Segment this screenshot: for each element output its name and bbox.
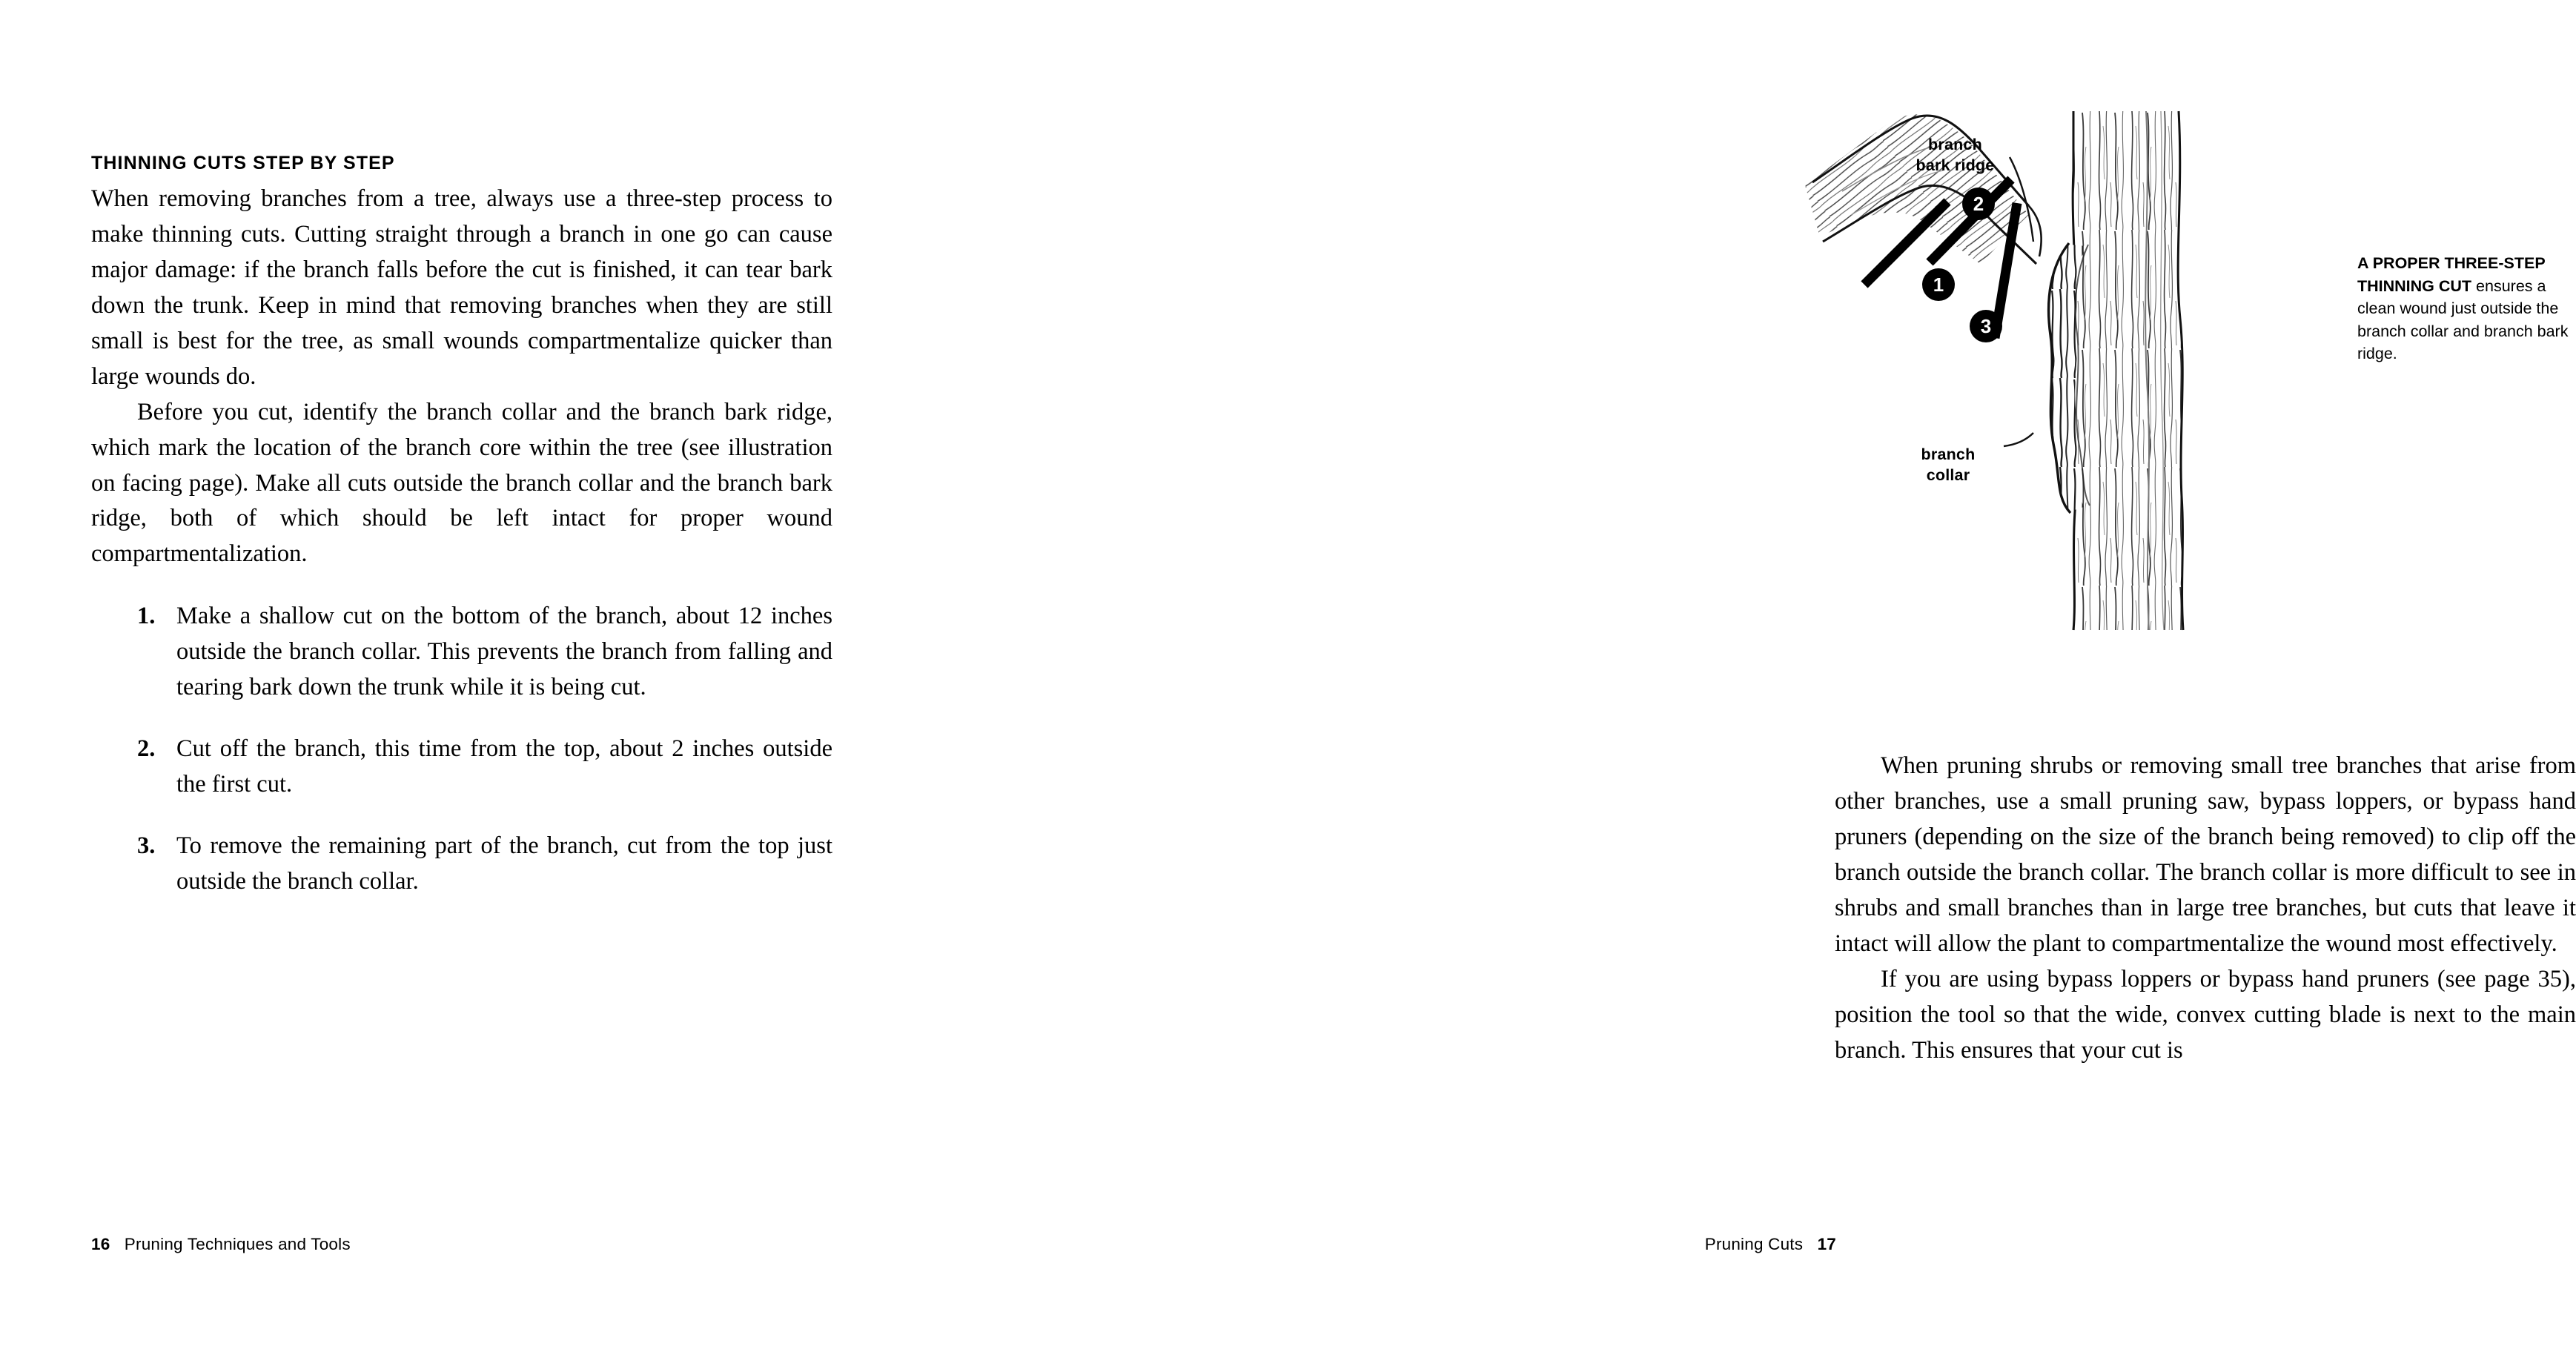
figure-label-line-1: branch bbox=[1921, 445, 1976, 463]
section-heading: THINNING CUTS STEP BY STEP bbox=[91, 153, 395, 173]
callout-badge-1: 1 bbox=[1922, 268, 1955, 301]
figure-caption bbox=[2357, 252, 2572, 365]
paragraph-4: If you are using bypass loppers or bypass hand pruners (see page 35), position the tool so that the wide, convex cutting blade is next to the main branch. This ensures that your cut is bbox=[1835, 965, 2576, 1064]
left-page-footer bbox=[91, 1235, 351, 1254]
thinning-cut-illustration bbox=[1835, 111, 2354, 704]
list-item bbox=[91, 732, 832, 803]
numbered-steps-list bbox=[91, 599, 832, 900]
left-text-column bbox=[91, 152, 832, 900]
right-page-footer bbox=[1705, 1235, 1836, 1254]
list-item bbox=[91, 599, 832, 706]
step-number: 3. bbox=[137, 832, 156, 859]
right-text-column bbox=[1835, 749, 2576, 1068]
right-page bbox=[964, 0, 2576, 1349]
paragraph-1: When removing branches from a tree, always use a three-step process to make thinning cuts. Cutting straight through a branch in one go can cause major damage: if the branch falls before the cut is finished, it can tear bark down the trunk. Keep in mind that removing branches when they are still small is best for the tree, as small wounds compartmentalize quicker than large wounds do. bbox=[91, 185, 832, 390]
figure-label-branch-bark-ridge bbox=[1887, 135, 2024, 176]
figure-label-line-1: branch bbox=[1928, 136, 1982, 153]
page-number: 17 bbox=[1817, 1235, 1836, 1253]
left-page bbox=[0, 0, 964, 1349]
figure-label-branch-collar bbox=[1893, 445, 2004, 485]
step-text: Cut off the branch, this time from the top, about 2 inches outside the first cut. bbox=[176, 735, 832, 798]
page-number: 16 bbox=[91, 1235, 110, 1253]
paragraph-2: Before you cut, identify the branch collar and the branch bark ridge, which mark the location of the branch core within the tree (see illustration on facing page). Make all cuts outside the branch collar and the branch bark ridge, both of which should be left intact for proper wound compartmentalization. bbox=[91, 398, 832, 568]
paragraph-3: When pruning shrubs or removing small tree branches that arise from other branches, use a small pruning saw, bypass loppers, or bypass hand pruners (depending on the size of the branch being removed) to clip off the branch outside the branch collar. The branch collar is more difficult to see in shrubs and small branches than in large tree branches, but cuts that leave it intact will allow the plant to compartmentalize the wound most effectively. bbox=[1835, 752, 2576, 957]
figure-caption-lead: A PROPER THREE-STEP THINNING CUT bbox=[2357, 254, 2546, 295]
step-text: Make a shallow cut on the bottom of the branch, about 12 inches outside the branch collar. This prevents the branch from falling and tearing bark down the trunk while it is being cut. bbox=[176, 603, 832, 701]
step-text: To remove the remaining part of the branch, cut from the top just outside the branch collar. bbox=[176, 832, 832, 895]
running-head-text: Pruning Cuts bbox=[1704, 1235, 1804, 1253]
running-head-text: Pruning Techniques and Tools bbox=[124, 1235, 351, 1253]
figure-label-line-2: collar bbox=[1926, 465, 1970, 484]
list-item bbox=[91, 829, 832, 900]
step-number: 2. bbox=[137, 735, 156, 763]
figure-label-line-2: bark ridge bbox=[1916, 156, 1995, 174]
callout-badge-3: 3 bbox=[1970, 310, 2002, 342]
figure-caption-rest: ensures a clean wound just outside the branch collar and branch bark ridge. bbox=[2357, 276, 2569, 363]
step-number: 1. bbox=[137, 603, 156, 630]
figure-block bbox=[1835, 111, 2576, 719]
callout-badge-2: 2 bbox=[1962, 188, 1995, 220]
leader-line-collar bbox=[2004, 433, 2033, 446]
